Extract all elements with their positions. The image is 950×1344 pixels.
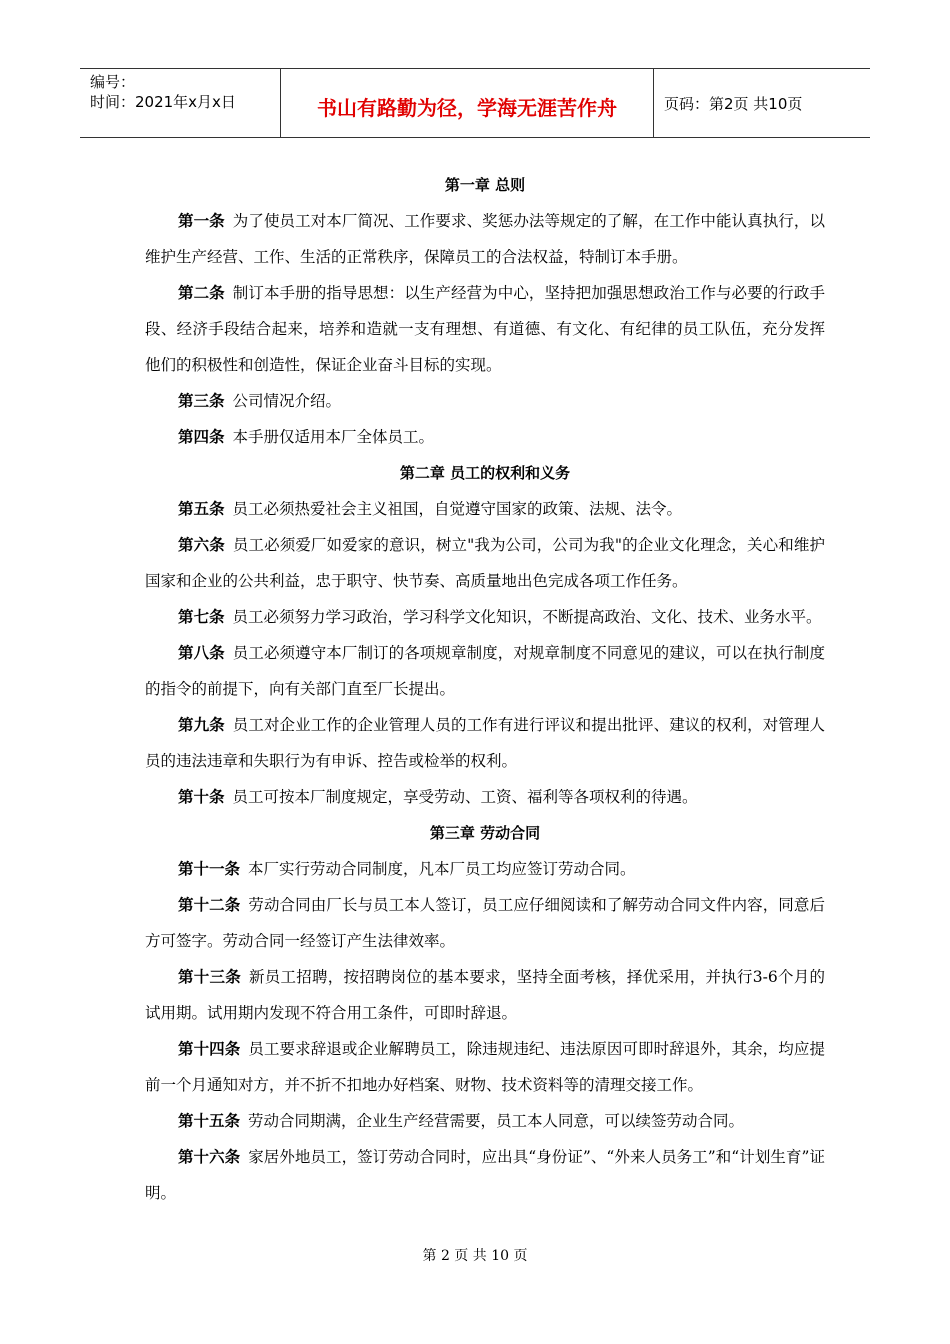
article-paragraph: [145, 527, 825, 599]
article-text: 员工必须努力学习政治，学习科学文化知识，不断提高政治、文化、技术、业务水平。: [232, 608, 822, 626]
article-paragraph: [145, 203, 825, 275]
article-label: 第十五条: [178, 1112, 241, 1130]
article-text: 员工要求辞退或企业解聘员工，除违规违纪、违法原因可即时辞退外，其余，均应提前一个月通知对方，并不折不扣地办好档案、财物、技术资料等的清理交接工作。: [145, 1040, 825, 1094]
article-label: 第一条: [178, 212, 225, 230]
article-text: 本手册仅适用本厂全体员工。: [232, 428, 435, 446]
document-header: [80, 68, 870, 138]
header-slogan: 书山有路勤为径，学海无涯苦作舟: [281, 69, 654, 137]
article-label: 第三条: [178, 392, 225, 410]
article-text: 本厂实行劳动合同制度，凡本厂员工均应签订劳动合同。: [248, 860, 636, 878]
article-paragraph: [145, 635, 825, 707]
article-label: 第五条: [178, 500, 225, 518]
chapter-title: 第三章 劳动合同: [429, 824, 541, 842]
article-text: 为了使员工对本厂简况、工作要求、奖惩办法等规定的了解，在工作中能认真执行，以维护生产经营、工作、生活的正常秩序，保障员工的合法权益，特制订本手册。: [145, 212, 825, 266]
article-text: 员工对企业工作的企业管理人员的工作有进行评议和提出批评、建议的权利，对管理人员的违法违章和失职行为有申诉、控告或检举的权利。: [145, 716, 825, 770]
article-paragraph: [145, 959, 825, 1031]
header-meta: [80, 69, 281, 137]
article-paragraph: [145, 1139, 825, 1211]
article-paragraph: [145, 1103, 825, 1139]
article-text: 家居外地员工，签订劳动合同时，应出具“身份证”、“外来人员务工”和“计划生育”证明。: [145, 1148, 825, 1202]
page-footer: 第 2 页 共 10 页: [422, 1248, 528, 1264]
chapter-title: 第一章 总则: [444, 176, 526, 194]
article-text: 员工必须爱厂如爱家的意识，树立"我为公司，公司为我"的企业文化理念，关心和维护国家和企业的公共利益，忠于职守、快节奏、高质量地出色完成各项工作任务。: [145, 536, 825, 590]
article-text: 劳动合同期满，企业生产经营需要，员工本人同意，可以续签劳动合同。: [248, 1112, 745, 1130]
article-label: 第七条: [178, 608, 225, 626]
article-paragraph: [145, 887, 825, 959]
date-line: 时间：2021年x月x日: [90, 93, 236, 111]
article-paragraph: [145, 419, 825, 455]
article-paragraph: [145, 1031, 825, 1103]
number-label: 编号：: [90, 73, 136, 91]
article-text: 员工可按本厂制度规定，享受劳动、工资、福利等各项权利的待遇。: [232, 788, 698, 806]
article-label: 第四条: [178, 428, 225, 446]
article-label: 第十二条: [178, 896, 241, 914]
article-text: 制订本手册的指导思想：以生产经营为中心，坚持把加强思想政治工作与必要的行政手段、经济手段结合起来，培养和造就一支有理想、有道德、有文化、有纪律的员工队伍，充分发挥他们的积极性和创造性，保证企业奋斗目标的实现。: [145, 284, 825, 374]
article-label: 第十三条: [178, 968, 241, 986]
article-text: 员工必须热爱社会主义祖国，自觉遵守国家的政策、法规、法令。: [232, 500, 683, 518]
article-text: 劳动合同由厂长与员工本人签订，员工应仔细阅读和了解劳动合同文件内容，同意后方可签字。劳动合同一经签订产生法律效率。: [145, 896, 825, 950]
article-paragraph: [145, 383, 825, 419]
article-label: 第十条: [178, 788, 225, 806]
article-label: 第九条: [178, 716, 225, 734]
article-label: 第十一条: [178, 860, 241, 878]
article-text: 员工必须遵守本厂制订的各项规章制度，对规章制度不同意见的建议，可以在执行制度的指令的前提下，向有关部门直至厂长提出。: [145, 644, 825, 698]
article-label: 第六条: [178, 536, 225, 554]
article-label: 第八条: [178, 644, 225, 662]
article-label: 第十六条: [178, 1148, 241, 1166]
document-body: [145, 167, 825, 1211]
article-label: 第二条: [178, 284, 225, 302]
article-paragraph: [145, 851, 825, 887]
article-text: 公司情况介绍。: [232, 392, 342, 410]
article-paragraph: [145, 599, 825, 635]
header-page-info: 页码：第2页 共10页: [664, 94, 803, 113]
article-paragraph: [145, 779, 825, 815]
article-paragraph: [145, 275, 825, 383]
article-paragraph: [145, 707, 825, 779]
article-text: 新员工招聘，按招聘岗位的基本要求，坚持全面考核，择优采用，并执行3-6个月的试用期。试用期内发现不符合用工条件，可即时辞退。: [145, 968, 825, 1022]
article-label: 第十四条: [178, 1040, 241, 1058]
article-paragraph: [145, 491, 825, 527]
chapter-title: 第二章 员工的权利和义务: [399, 464, 571, 482]
